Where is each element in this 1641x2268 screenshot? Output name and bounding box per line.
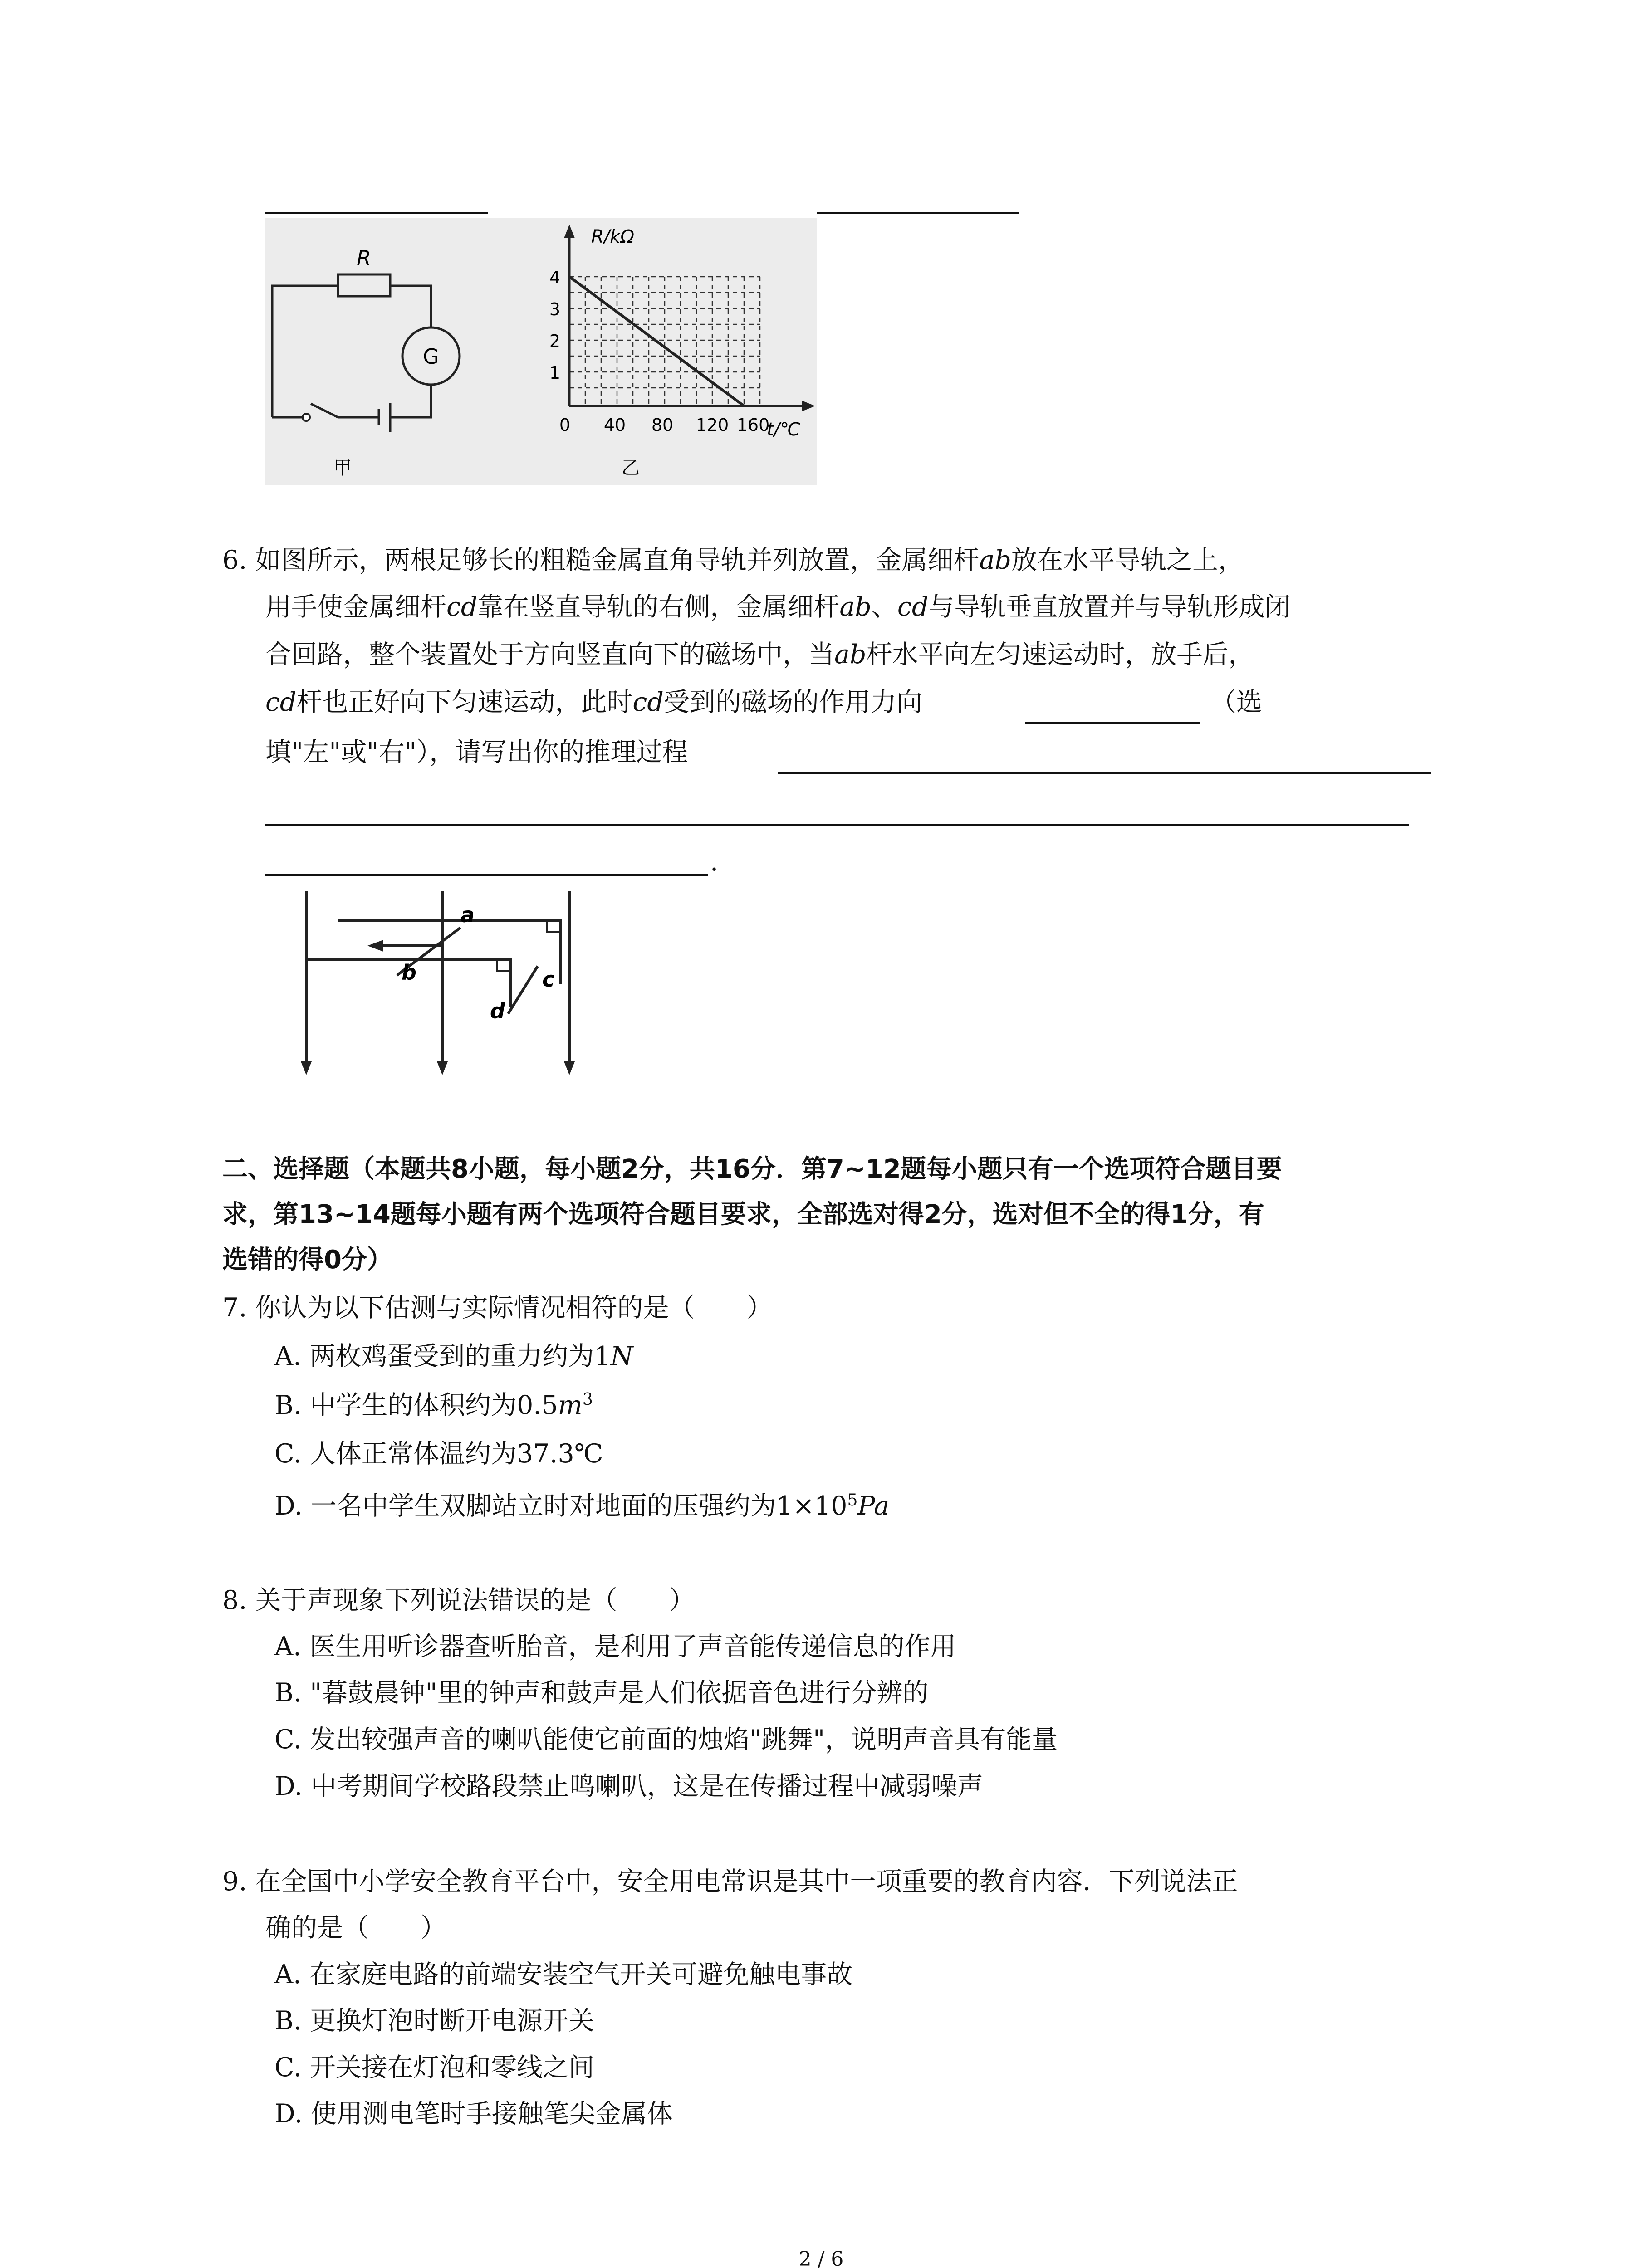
q7-option-b-unit: m [558, 1390, 583, 1420]
figure-q6-rails [286, 882, 594, 1082]
figure-5-circuit-and-graph [265, 218, 817, 485]
graph-yi [549, 225, 815, 479]
q6-text-2c: 、 [871, 592, 897, 622]
answer-blank-top-left[interactable] [265, 212, 488, 214]
resistor-label: R [357, 246, 371, 270]
q6-var-cd-1: cd [446, 592, 478, 622]
label-c: c [542, 967, 555, 992]
q6-answer-blank-reasoning-1[interactable] [778, 772, 1431, 774]
section2-heading-line-1: 二、选择题（本题共8小题，每小题2分，共16分．第7~12题每小题只有一个选项符合题目要 [222, 1154, 1282, 1184]
q6-text-1b: 放在水平导轨之上， [1011, 545, 1244, 575]
q6-line-5: 填"左"或"右"），请写出你的推理过程 [265, 737, 688, 767]
x-tick-120: 120 [696, 415, 729, 435]
q7-option-a-unit: N [610, 1341, 633, 1371]
y-tick-1: 1 [549, 363, 560, 383]
q6-line-1 [222, 542, 1244, 578]
x-axis-label: t/℃ [767, 419, 801, 440]
q7-option-a-text: A. 两枚鸡蛋受到的重力约为1 [274, 1341, 611, 1371]
y-tick-4: 4 [549, 268, 560, 288]
q8-option-a[interactable]: A. 医生用听诊器查听胎音，是利用了声音能传递信息的作用 [274, 1632, 956, 1662]
x-tick-0: 0 [559, 415, 571, 435]
label-d: d [490, 999, 505, 1023]
section2-heading-line-2: 求，第13~14题每小题有两个选项符合题目要求，全部选对得2分，选对但不全的得1分，有 [222, 1200, 1264, 1229]
label-a: a [460, 903, 475, 927]
q6-answer-blank-reasoning-2[interactable] [265, 824, 1409, 826]
switch-lever [311, 404, 338, 417]
caption-jia: 甲 [333, 458, 352, 479]
caption-yi: 乙 [622, 458, 640, 479]
q6-text-4a: 杆也正好向下匀速运动，此时 [296, 687, 633, 717]
q9-option-c[interactable]: C. 开关接在灯泡和零线之间 [274, 2053, 594, 2082]
q9-option-a[interactable]: A. 在家庭电路的前端安装空气开关可避免触电事故 [274, 1960, 853, 1989]
force-arrow-head [367, 940, 383, 952]
q8-option-c[interactable]: C. 发出较强声音的喇叭能使它前面的烛焰"跳舞"，说明声音具有能量 [274, 1725, 1058, 1755]
q7-option-d[interactable] [274, 1488, 889, 1524]
x-tick-80: 80 [651, 415, 674, 435]
q8-option-b[interactable]: B. "暮鼓晨钟"里的钟声和鼓声是人们依据音色进行分辨的 [274, 1678, 929, 1708]
y-tick-2: 2 [549, 331, 560, 351]
q6-answer-blank-reasoning-3[interactable] [265, 874, 708, 876]
q6-text-2b: 靠在竖直导轨的右侧，金属细杆 [477, 592, 840, 622]
q6-var-cd-4: cd [632, 687, 664, 717]
q6-var-cd-3: cd [265, 687, 297, 717]
q8-option-d[interactable]: D. 中考期间学校路段禁止鸣喇叭，这是在传播过程中减弱噪声 [274, 1771, 983, 1801]
grid-lines [569, 277, 760, 406]
q7-option-b-text: B. 中学生的体积约为0.5 [274, 1390, 558, 1420]
x-tick-160: 160 [736, 415, 770, 435]
galvanometer-label: G [423, 344, 439, 369]
q6-var-cd-2: cd [897, 592, 929, 622]
q6-text-3a: 合回路，整个装置处于方向竖直向下的磁场中，当 [265, 640, 834, 670]
q9-stem-line-2: 确的是（ ） [265, 1913, 446, 1943]
q7-stem: 7. 你认为以下估测与实际情况相符的是（ ） [222, 1293, 773, 1323]
q7-option-a[interactable] [274, 1338, 633, 1374]
q6-line-4 [265, 684, 922, 720]
page-number: 2 / 6 [798, 2248, 844, 2268]
q9-option-d[interactable]: D. 使用测电笔时手接触笔尖金属体 [274, 2099, 673, 2129]
q6-text-3b: 杆水平向左匀速运动时，放手后， [866, 640, 1254, 670]
q9-stem-line-1: 9. 在全国中小学安全教育平台中，安全用电常识是其中一项重要的教育内容．下列说法正 [222, 1867, 1238, 1897]
q6-answer-blank-direction[interactable] [1025, 722, 1200, 724]
y-axis-label: R/kΩ [591, 226, 634, 247]
switch-contact [303, 414, 310, 421]
q7-option-c[interactable]: C. 人体正常体温约为37.3℃ [274, 1439, 603, 1469]
figure-q6-svg [286, 882, 594, 1082]
figure-5-svg [265, 218, 817, 485]
q6-text-4c: （选 [1210, 687, 1262, 717]
q6-text-4b: 受到的磁场的作用力向 [663, 687, 922, 717]
label-b: b [402, 960, 416, 985]
right-angle-mark-1 [547, 921, 560, 932]
q7-option-b-exponent: 3 [582, 1390, 593, 1409]
q6-text-2a: 用手使金属细杆 [265, 592, 446, 622]
resistor-symbol [338, 274, 390, 296]
q7-option-b[interactable] [274, 1387, 593, 1423]
q7-option-d-unit: Pa [857, 1491, 890, 1521]
right-angle-mark-2 [497, 959, 510, 971]
q6-var-ab-3: ab [834, 640, 867, 670]
q6-number: 6. [222, 545, 247, 575]
q8-stem: 8. 关于声现象下列说法错误的是（ ） [222, 1585, 695, 1615]
y-tick-3: 3 [549, 299, 560, 319]
q6-var-ab-1: ab [979, 545, 1011, 575]
x-axis-arrow [802, 401, 815, 411]
q6-line-2 [265, 589, 1290, 625]
q6-var-ab-2: ab [839, 592, 872, 622]
q7-option-d-exponent: 5 [847, 1491, 858, 1510]
resistance-line [569, 277, 744, 406]
y-axis-arrow [564, 225, 575, 238]
rod-cd [508, 966, 538, 1014]
q6-text-2d: 与导轨垂直放置并与导轨形成闭 [928, 592, 1291, 622]
q6-text-1a: 如图所示，两根足够长的粗糙金属直角导轨并列放置，金属细杆 [255, 545, 980, 575]
x-tick-40: 40 [603, 415, 626, 435]
q6-period: . [710, 847, 719, 877]
q7-option-d-text: D. 一名中学生双脚站立时对地面的压强约为1×10 [274, 1491, 847, 1521]
q6-line-3 [265, 636, 1254, 673]
section2-heading-line-3: 选错的得0分） [222, 1245, 392, 1275]
q9-option-b[interactable]: B. 更换灯泡时断开电源开关 [274, 2006, 595, 2036]
rail-upper [338, 921, 560, 984]
answer-blank-top-right[interactable] [817, 212, 1019, 214]
